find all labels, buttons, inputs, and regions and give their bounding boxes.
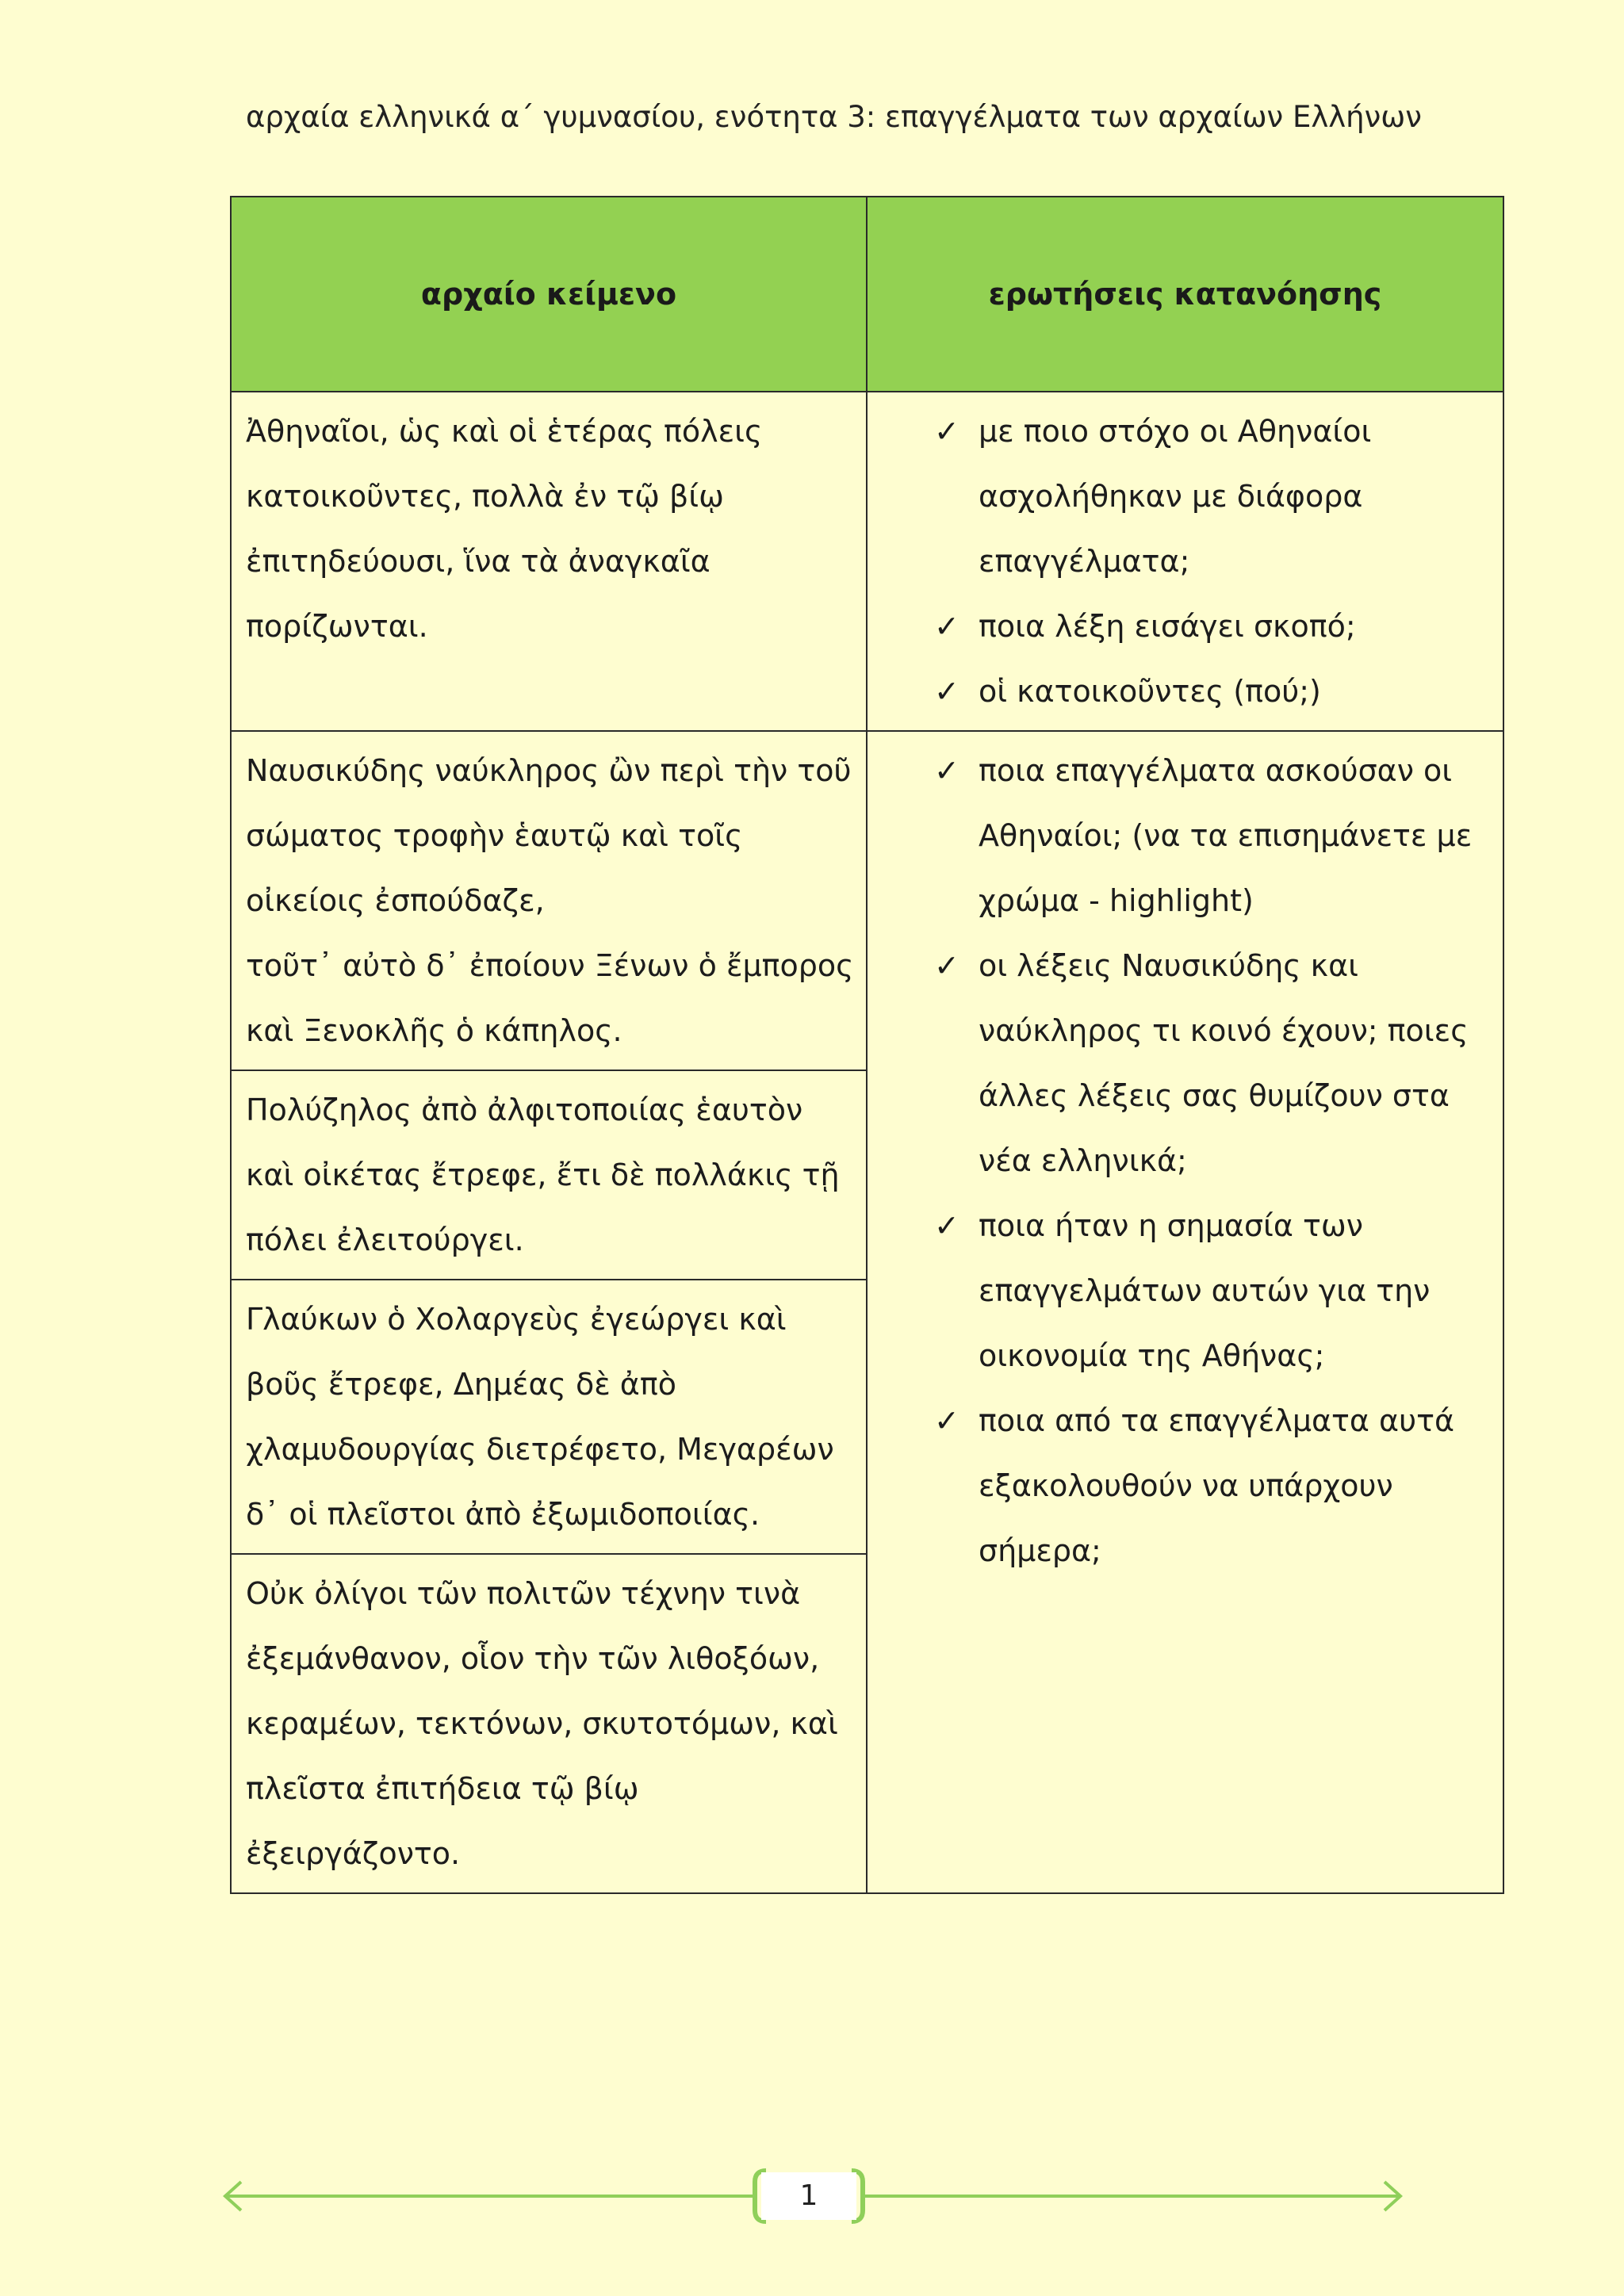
ancient-text-cell <box>231 1554 867 1893</box>
checkmark-icon: ✓ <box>933 1403 959 1438</box>
ancient-text-cell <box>231 392 867 731</box>
header-questions: ερωτήσεις κατανόησης <box>867 197 1503 392</box>
question-text: με ποιο στόχο οι Αθηναίοι ασχολήθηκαν με διάφορα επαγγέλματα; <box>978 414 1372 579</box>
ancient-text-cell <box>231 1280 867 1554</box>
checkmark-icon: ✓ <box>933 414 959 449</box>
question-item <box>868 659 1495 724</box>
checkmark-icon: ✓ <box>933 674 959 709</box>
question-text: οι λέξεις Ναυσικύδης και ναύκληρος τι κοινό έχουν; ποιες άλλες λέξεις σας θυμίζουν στα νέα ελληνικά; <box>978 948 1469 1178</box>
ancient-text-passage: Γλαύκων ὁ Χολαργεὺς ἐγεώργει καὶ βοῦς ἔτρεφε, Δημέας δὲ ἀπὸ χλαμυδουργίας διετρέφετο, Μεγαρέων δ᾽ οἱ πλεῖστοι ἀπὸ ἐξωμιδοποιίας. <box>246 1302 834 1532</box>
question-text: ποια λέξη εισάγει σκοπό; <box>978 609 1356 644</box>
table-row <box>231 731 1503 1070</box>
ancient-text-cell <box>231 1070 867 1280</box>
page-number: 1 <box>799 2179 818 2212</box>
page-footer <box>222 2164 1404 2228</box>
table-row <box>231 392 1503 731</box>
checkmark-icon: ✓ <box>933 948 959 983</box>
question-text: οἱ κατοικοῦντες (πού;) <box>978 674 1321 709</box>
question-item <box>868 594 1495 659</box>
question-text: ποια επαγγέλματα ασκούσαν οι Αθηναίοι; (να τα επισημάνετε με χρώμα - highlight) <box>978 753 1473 918</box>
ancient-text-passage: Οὐκ ὀλίγοι τῶν πολιτῶν τέχνην τινὰ ἐξεμάνθανον, οἷον τὴν τῶν λιθοξόων, κεραμέων, τεκτόνων, σκυτοτόμων, καὶ πλεῖστα ἐπιτήδεια τῷ βίῳ ἐξειργάζοντο. <box>246 1576 838 1871</box>
question-item <box>868 399 1495 594</box>
questions-list <box>868 732 1503 1590</box>
ancient-text-passage: Πολύζηλος ἀπὸ ἀλφιτοποιίας ἑαυτὸν καὶ οἰκέτας ἔτρεφε, ἔτι δὲ πολλάκις τῇ πόλει ἐλειτούργει. <box>246 1093 840 1257</box>
checkmark-icon: ✓ <box>933 1208 959 1243</box>
questions-cell <box>867 731 1503 1893</box>
page-header-title: αρχαία ελληνικά α΄ γυμνασίου, ενότητα 3: επαγγέλματα των αρχαίων Ελλήνων <box>246 100 1422 134</box>
questions-list <box>868 392 1503 730</box>
lesson-table <box>230 196 1504 1894</box>
ancient-text-passage: Ναυσικύδης ναύκληρος ὢν περὶ τὴν τοῦ σώματος τροφὴν ἑαυτῷ καὶ τοῖς οἰκείοις ἐσπούδαζε, τοῦτ᾽ αὐτὸ δ᾽ ἐποίουν Ξένων ὁ ἔμπορος καὶ Ξενοκλῆς ὁ κάπηλος. <box>246 753 854 1048</box>
question-item <box>868 1388 1495 1583</box>
question-item <box>868 738 1495 933</box>
question-text: ποια ήταν η σημασία των επαγγελμάτων αυτών για την οικονομία της Αθήνας; <box>978 1208 1431 1373</box>
questions-cell <box>867 392 1503 731</box>
question-text: ποια από τα επαγγέλματα αυτά εξακολουθούν να υπάρχουν σήμερα; <box>978 1403 1455 1568</box>
checkmark-icon: ✓ <box>933 753 959 788</box>
checkmark-icon: ✓ <box>933 609 959 644</box>
question-item <box>868 933 1495 1193</box>
ancient-text-cell <box>231 731 867 1070</box>
table-header-row <box>231 197 1503 392</box>
question-item <box>868 1193 1495 1388</box>
ancient-text-passage: Ἀθηναῖοι, ὡς καὶ οἱ ἑτέρας πόλεις κατοικοῦντες, πολλὰ ἐν τῷ βίῳ ἐπιτηδεύουσι, ἵνα τὰ ἀναγκαῖα πορίζωνται. <box>246 414 763 644</box>
header-ancient-text: αρχαίο κείμενο <box>231 197 867 392</box>
